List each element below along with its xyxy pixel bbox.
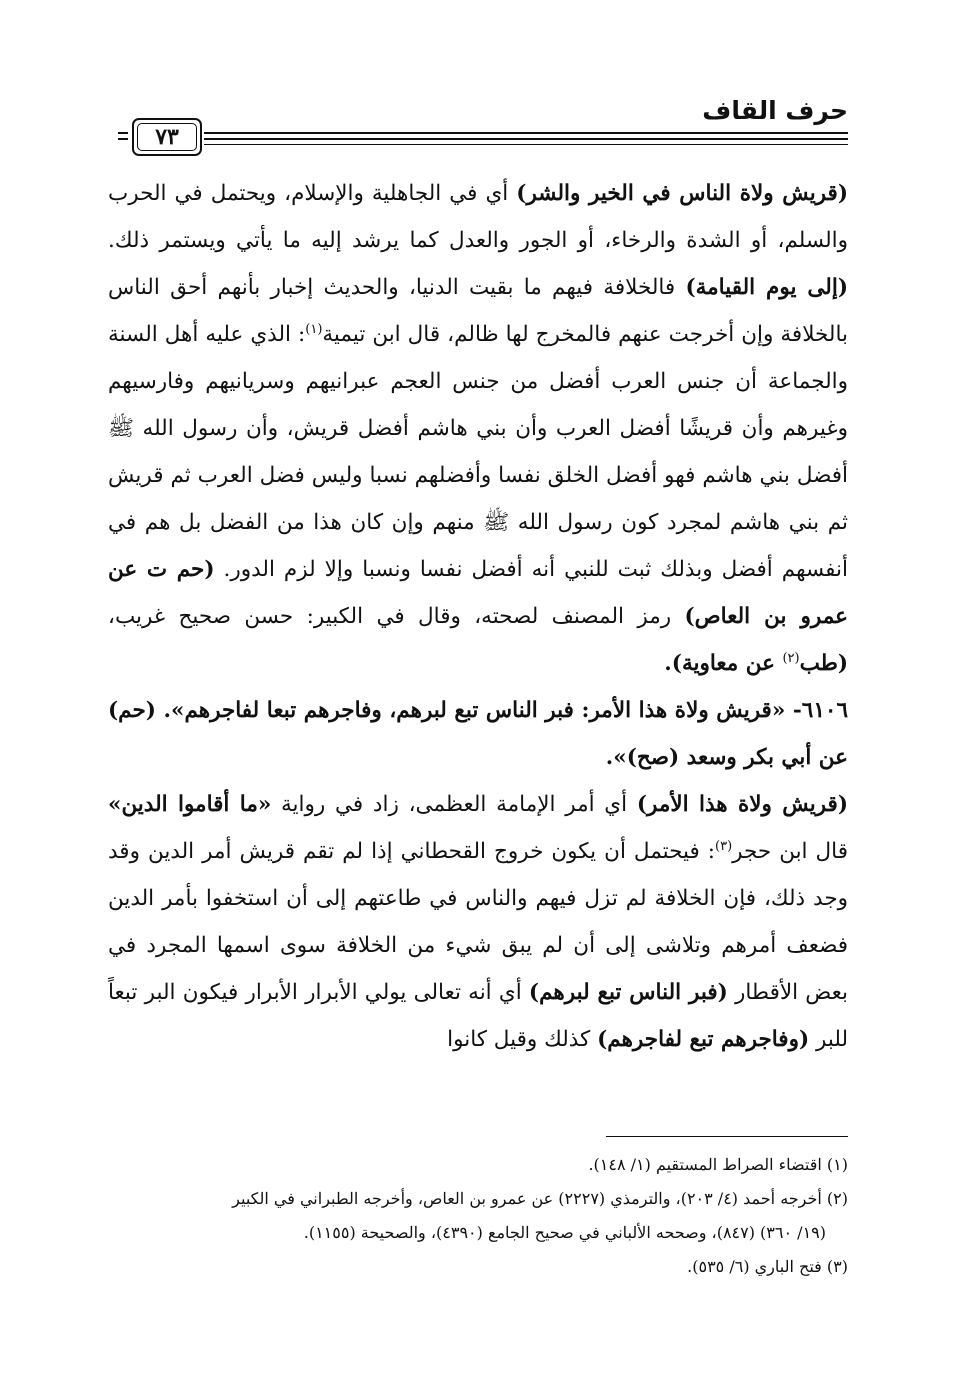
bold-phrase: «ما أقاموا الدين» [108,792,272,817]
header-rule [204,144,848,145]
footnote-2: (٢) أخرجه أحمد (٤/ ٢٠٣)، والترمذي (٢٢٢٧) عن عمرو بن العاص، وأخرجه الطبراني في الكبير [232,1189,848,1208]
chapter-title: حرف القاف [702,96,848,125]
bold-phrase: عن معاوية). [664,651,783,676]
footnote-ref[interactable]: (٣) [715,838,733,854]
text-run: أي أمر الإمامة العظمى، زاد في رواية [271,792,637,817]
footnote-ref[interactable]: (٢) [782,650,800,666]
bold-phrase: (وفاجرهم تبع لفاجرهم) [597,1027,810,1052]
footnotes [108,1148,848,1284]
hadith-text: «قريش ولاة هذا الأمر: فبر الناس تبع لبرهم، وفاجرهم تبعا لفاجرهم». (حم) عن أبي بكر وسعد (صح)». [108,698,848,770]
page-header [108,92,848,154]
bold-phrase: (حم ت عن عمرو بن العاص) [108,557,848,629]
hadith-number: ٦١٠٦- [785,698,848,723]
bold-phrase: (إلى يوم القيامة) [685,275,848,300]
text-run: أي أنه تعالى يولي الأبرار الأبرار فيكون البر تبعاً للبر [108,980,848,1052]
bold-phrase: (قريش ولاة هذا الأمر) [636,792,848,817]
text-run: قال ابن حجر [732,839,848,864]
commentary-paragraph-2 [108,781,848,1063]
text-run: فالخلافة فيهم ما بقيت الدنيا، والحديث إخبار بأنهم أحق الناس بالخلافة وإن أخرجت عنهم فالمخرج لها ظالم، قال ابن تيمية [108,275,848,347]
bold-phrase: (طب [799,651,848,676]
footnote-2-continued: (١٩/ ٣٦٠) (٨٤٧)، وصححه الألباني في صحيح الجامع (٤٣٩٠)، والصحيحة (١١٥٥). [303,1223,826,1242]
header-rule [204,138,848,140]
text-run: : فيحتمل أن يكون خروج القحطاني إذا لم تقم قريش أمر الدين وقد وجد ذلك، فإن الخلافة لم تزل فيهم والناس في طاعتهم إلى أن استخفوا بأمر الدين فضعف أمرهم وتلاشى إلى أن لم يبق شيء من الخلافة سوى اسمها المجرد في بعض الأقطار [108,839,849,1005]
text-run: كذلك وقيل كانوا [447,1027,598,1052]
footnote-1: (١) اقتضاء الصراط المستقيم (١/ ١٤٨). [588,1155,848,1174]
header-dash [118,138,128,140]
footnote-3: (٣) فتح الباري (٦/ ٥٣٥). [687,1257,848,1276]
footnote-separator [606,1136,848,1137]
header-dash [118,132,128,134]
header-rule [204,132,848,134]
hadith-entry [108,687,848,781]
bold-phrase: (قريش ولاة الناس في الخير والشر) [516,181,848,206]
text-run: : الذي عليه أهل السنة والجماعة أن جنس العرب أفضل من جنس العجم عبرانيهم وسريانيهم وفارسيهم وغيرهم وأن قريشًا أفضل العرب وأن بني هاشم أفضل قريش، وأن رسول الله ﷺ أفضل بني هاشم فهو أفضل الخلق نفسا وأفضلهم نسبا وليس فضل العرب ثم قريش ثم بني هاشم لمجرد كون رسول الله ﷺ منهم وإن كان هذا من الفضل بل هم في أنفسهم أفضل وبذلك ثبت للنبي أنه أفضل نفسا ونسبا وإلا لزم الدور. [108,322,848,582]
body-text [108,170,848,1063]
text-run: أي في الجاهلية والإسلام، ويحتمل في الحرب والسلم، أو الشدة والرخاء، أو الجور والعدل كما يرشد إليه ما يأتي ويستمر ذلك. [108,181,848,253]
footnote-ref[interactable]: (١) [305,321,323,337]
commentary-paragraph-1 [108,170,848,687]
page-number: ٧٣ [132,118,202,156]
bold-phrase: (فبر الناس تبع لبرهم) [528,980,728,1005]
text-run: رمز المصنف لصحته، وقال في الكبير: حسن صحيح غريب، [108,604,685,629]
